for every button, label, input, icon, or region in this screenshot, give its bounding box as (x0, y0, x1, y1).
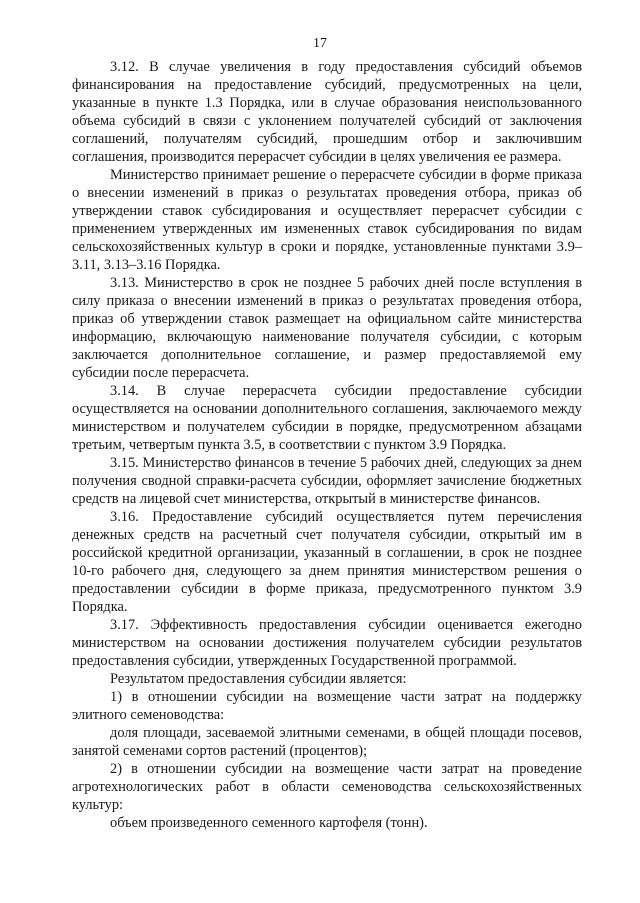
paragraph-result-item-1: 1) в отношении субсидии на возмещение части затрат на поддержку элитного семеноводства: (72, 689, 582, 723)
paragraph-result-item-1-indicator: доля площади, засеваемой элитными семенами, в общей площади посевов, занятой семенами сортов растений (процентов); (72, 725, 582, 759)
paragraph-3-17: 3.17. Эффективность предоставления субсидии оценивается ежегодно министерством на основании достижения получателем субсидии результатов предоставления субсидии, утвержденных Государственной программой. (72, 617, 582, 669)
paragraph-3-12: 3.12. В случае увеличения в году предоставления субсидий объемов финансирования на предоставление субсидий, предусмотренных на цели, указанные в пункте 1.3 Порядка, или в случае образования неиспользованного объема субсидий в связи с уклонением получателей субсидий от заключения соглашений, получателям субсидий, прошедшим отбор и заключившим соглашения, производится перерасчет субсидии в целях увеличения ее размера. (72, 59, 582, 165)
page-number: 17 (313, 36, 327, 51)
paragraph-result-item-2-indicator: объем произведенного семенного картофеля (тонн). (110, 815, 428, 831)
paragraph-3-13: 3.13. Министерство в срок не позднее 5 рабочих дней после вступления в силу приказа о внесении изменений в приказ о результатах проведения отбора, приказ об утверждении ставок размещает на официальном сайте министерства информацию, включающую наименование получателя субсидии, с которым заключается дополнительное соглашение, и размер предоставляемой ему субсидии после перерасчета. (72, 275, 582, 381)
paragraph-3-15: 3.15. Министерство финансов в течение 5 рабочих дней, следующих за днем получения сводной справки-расчета субсидии, оформляет зачисление бюджетных средств на лицевой счет министерства, открытый в министерстве финансов. (72, 455, 582, 507)
paragraph-3-16: 3.16. Предоставление субсидий осуществляется путем перечисления денежных средств на расчетный счет получателя субсидии, открытый им в российской кредитной организации, указанный в соглашении, в срок не позднее 10-го рабочего дня, следующего за днем принятия министерством решения о предоставлении субсидии в форме приказа, предусмотренного пунктом 3.9 Порядка. (72, 509, 582, 615)
paragraph-ministry-decision: Министерство принимает решение о перерасчете субсидии в форме приказа о внесении изменений в приказ о результатах проведения отбора, приказ об утверждении ставок субсидирования и осуществляет перерасчет субсидии с применением утвержденных им измененных ставок субсидирования по видам сельскохозяйственных культур в сроки и порядке, установленные пунктами 3.9–3.11, 3.13–3.16 Порядка. (72, 167, 582, 273)
paragraph-3-14: 3.14. В случае перерасчета субсидии предоставление субсидии осуществляется на основании дополнительного соглашения, заключаемого между министерством и получателем субсидии в порядке, предусмотренном абзацами третьим, четвертым пункта 3.5, в соответствии с пунктом 3.9 Порядка. (72, 383, 582, 453)
paragraph-result-item-2: 2) в отношении субсидии на возмещение части затрат на проведение агротехнологических работ в области семеноводства сельскохозяйственных культур: (72, 761, 582, 813)
document-body (72, 58, 582, 832)
paragraph-result-intro: Результатом предоставления субсидии является: (110, 671, 407, 687)
